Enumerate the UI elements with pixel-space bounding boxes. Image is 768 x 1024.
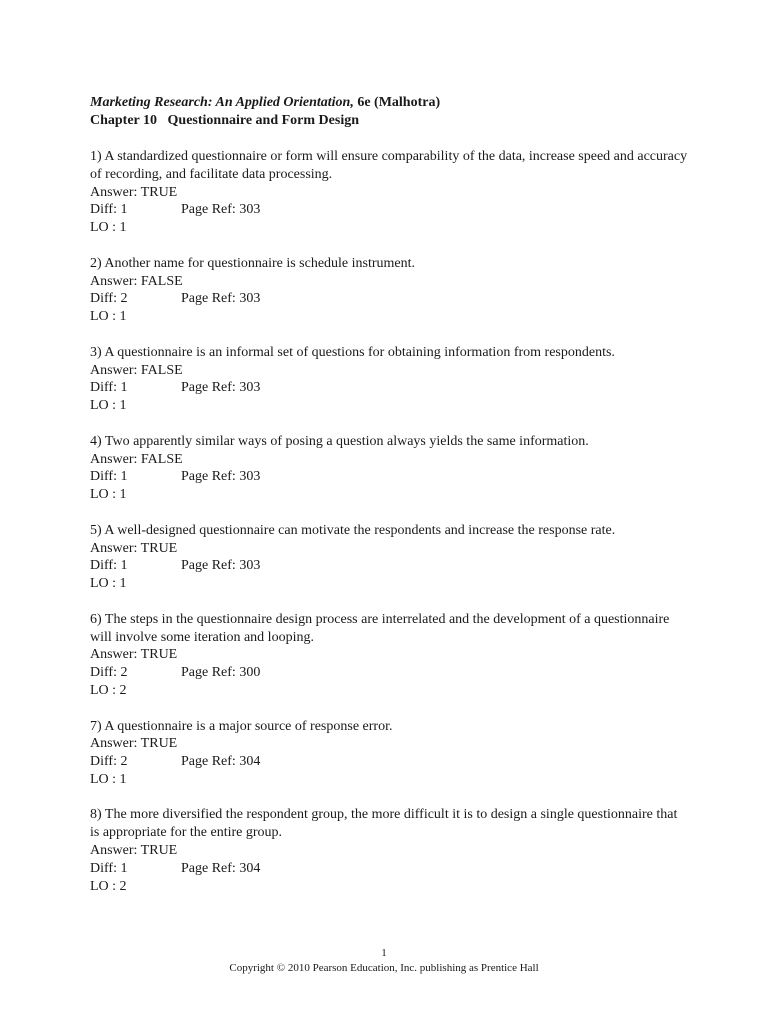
page-footer bbox=[0, 946, 768, 976]
question-item bbox=[90, 718, 690, 789]
learning-objective: LO : 1 bbox=[90, 220, 127, 236]
answer-line: Answer: FALSE bbox=[90, 273, 183, 289]
copyright-notice: Copyright © 2010 Pearson Education, Inc. publishing as Prentice Hall bbox=[229, 962, 539, 974]
answer-line: Answer: FALSE bbox=[90, 451, 183, 467]
question-text: 1) A standardized questionnaire or form will ensure comparability of the data, increase speed and accuracy of recording, and facilitate data processing. bbox=[90, 149, 688, 182]
learning-objective: LO : 1 bbox=[90, 771, 127, 787]
difficulty-line bbox=[90, 557, 690, 575]
answer-line: Answer: TRUE bbox=[90, 843, 178, 859]
page-reference: Page Ref: 303 bbox=[181, 380, 261, 396]
difficulty: Diff: 1 bbox=[90, 380, 128, 396]
learning-objective: LO : 1 bbox=[90, 398, 127, 414]
difficulty-line bbox=[90, 201, 690, 219]
page-reference: Page Ref: 304 bbox=[181, 754, 261, 770]
answer-line: Answer: TRUE bbox=[90, 736, 178, 752]
difficulty: Diff: 2 bbox=[90, 754, 128, 770]
difficulty-line bbox=[90, 468, 690, 486]
learning-objective: LO : 2 bbox=[90, 878, 127, 894]
difficulty-line bbox=[90, 290, 690, 308]
question-text: 3) A questionnaire is an informal set of questions for obtaining information from respondents. bbox=[90, 344, 615, 360]
difficulty-line bbox=[90, 860, 690, 878]
answer-line: Answer: TRUE bbox=[90, 184, 178, 200]
difficulty: Diff: 1 bbox=[90, 469, 128, 485]
difficulty: Diff: 1 bbox=[90, 202, 128, 218]
question-item bbox=[90, 611, 690, 700]
question-text: 2) Another name for questionnaire is schedule instrument. bbox=[90, 255, 416, 271]
difficulty-line bbox=[90, 379, 690, 397]
question-text: 8) The more diversified the respondent group, the more difficult it is to design a single questionnaire that is appropriate for the entire group. bbox=[90, 807, 678, 841]
question-text: 5) A well-designed questionnaire can motivate the respondents and increase the response rate. bbox=[90, 522, 616, 538]
question-list bbox=[90, 148, 690, 895]
question-item bbox=[90, 344, 690, 415]
page-reference: Page Ref: 303 bbox=[181, 469, 261, 485]
learning-objective: LO : 2 bbox=[90, 682, 127, 698]
question-text: 7) A questionnaire is a major source of response error. bbox=[90, 718, 393, 734]
difficulty: Diff: 2 bbox=[90, 665, 128, 681]
difficulty-line bbox=[90, 664, 690, 682]
question-item bbox=[90, 255, 690, 326]
answer-line: Answer: TRUE bbox=[90, 540, 178, 556]
difficulty-line bbox=[90, 753, 690, 771]
question-text: 4) Two apparently similar ways of posing a question always yields the same information. bbox=[90, 433, 589, 449]
document-page bbox=[90, 94, 690, 913]
learning-objective: LO : 1 bbox=[90, 309, 127, 325]
difficulty: Diff: 1 bbox=[90, 558, 128, 574]
page-reference: Page Ref: 303 bbox=[181, 202, 261, 218]
question-text: 6) The steps in the questionnaire design process are interrelated and the development of a questionnaire will involve some iteration and looping. bbox=[90, 611, 670, 645]
page-reference: Page Ref: 303 bbox=[181, 558, 261, 574]
book-edition: 6e (Malhotra) bbox=[353, 95, 441, 110]
page-reference: Page Ref: 304 bbox=[181, 860, 261, 876]
question-item bbox=[90, 148, 690, 237]
question-item bbox=[90, 806, 690, 895]
difficulty: Diff: 1 bbox=[90, 860, 128, 876]
book-title-line bbox=[90, 94, 690, 112]
page-reference: Page Ref: 303 bbox=[181, 291, 261, 307]
learning-objective: LO : 1 bbox=[90, 576, 127, 592]
learning-objective: LO : 1 bbox=[90, 487, 127, 503]
answer-line: Answer: FALSE bbox=[90, 362, 183, 378]
answer-line: Answer: TRUE bbox=[90, 647, 178, 663]
page-number: 1 bbox=[381, 947, 387, 959]
page-reference: Page Ref: 300 bbox=[181, 665, 261, 681]
chapter-heading: Chapter 10 Questionnaire and Form Design bbox=[90, 113, 359, 128]
question-item bbox=[90, 522, 690, 593]
difficulty: Diff: 2 bbox=[90, 291, 128, 307]
book-title: Marketing Research: An Applied Orientation, bbox=[90, 95, 354, 110]
question-item bbox=[90, 433, 690, 504]
